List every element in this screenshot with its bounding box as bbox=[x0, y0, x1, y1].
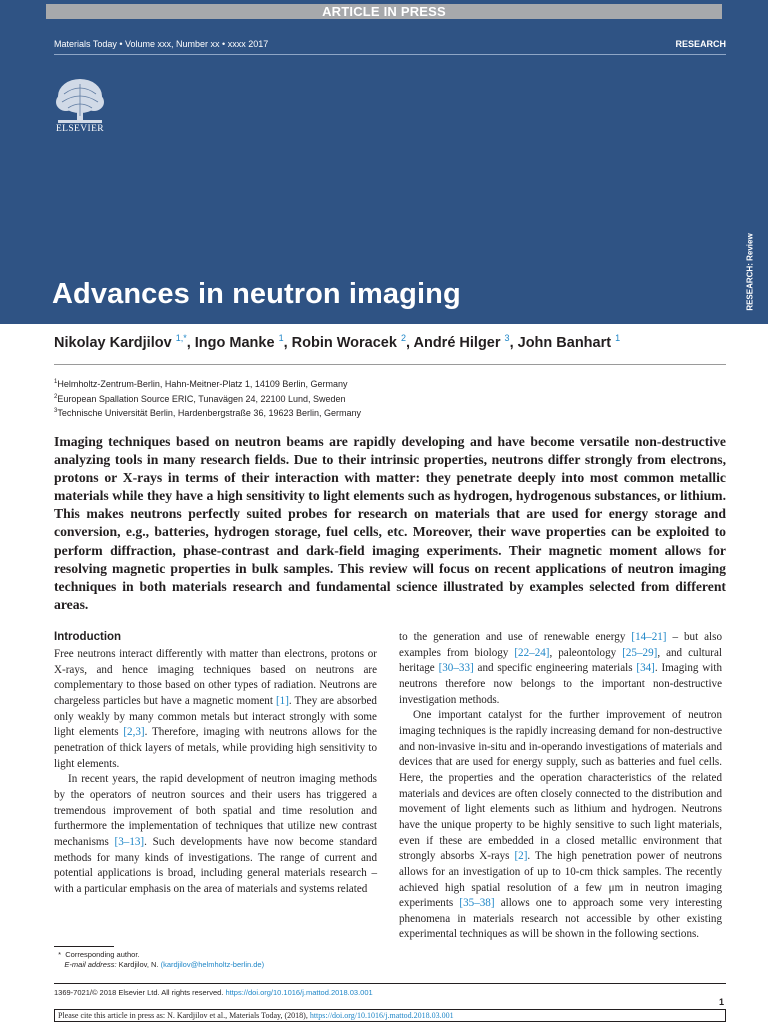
section-tag: RESEARCH bbox=[675, 39, 726, 49]
citation-doi-link[interactable]: https://doi.org/10.1016/j.mattod.2018.03.001 bbox=[309, 1011, 454, 1020]
citation-link[interactable]: [2] bbox=[514, 850, 528, 863]
author-affiliation-link[interactable]: 1 bbox=[278, 333, 284, 343]
footnote: * Corresponding author. E-mail address: Kardjilov, N. (kardjilov@helmholtz-berlin.de) bbox=[54, 950, 265, 969]
article-title: Advances in neutron imaging bbox=[52, 278, 461, 310]
affiliation-item: $^3$Technische Universität Berlin, Hardenbergstraße 36, 19623 Berlin, Germany bbox=[54, 408, 361, 418]
author-list: Nikolay Kardjilov $^{1,*}$, Ingo Manke $^1$, Robin Woracek $^2$, André Hilger $^3$, John Banhart $^1$ bbox=[54, 333, 621, 351]
article-in-press-banner: ARTICLE IN PRESS bbox=[46, 4, 722, 19]
copyright-line: 1369-7021/© 2018 Elsevier Ltd. All rights reserved. https://doi.org/10.1016/j.mattod.2018.03.001 bbox=[54, 988, 373, 997]
author-affiliation-link[interactable]: 3 bbox=[504, 333, 510, 343]
author-name: Nikolay Kardjilov bbox=[54, 334, 172, 351]
citation-link[interactable]: [1] bbox=[275, 694, 289, 707]
affiliation-item: $^2$European Spallation Source ERIC, Tunavägen 24, 22100 Lund, Sweden bbox=[54, 393, 346, 404]
abstract: Imaging techniques based on neutron beams are rapidly developing and have become versatile non-destructive analyzing tools in many research fields. Due to their intrinsic properties, neutrons differ strongly from electrons, protons or X-rays in terms of their interaction with matter: they penetrate deeply into most common metallic materials while they have a high sensitivity to light elements such as hydrogen, hydrogenous substances, or lithium. This makes neutrons perfectly suited probes for research on materials that are used for energy storage and conversion, e.g., batteries, hydrogen storage, fuel cells, etc. Moreover, their wave properties can be exploited to perform diffraction, phase-contrast and dark-field imaging experiments. Their magnetic moment allows for resolving magnetic properties in bulk samples. This review will focus on recent applications of neutron imaging techniques in both materials research and fundamental science illustrated by examples selected from different areas. bbox=[54, 434, 726, 612]
paragraph: Free neutrons interact differently with matter than electrons, protons or X-rays, and hence imaging techniques based on neutrons are complementary to those based on other types of radiation. Neutrons are chargeless particles but have a magnetic moment [1]. They are absorbed only weakly by many common metals but interact strongly with some light elements [2,3]. Therefore, imaging with neutrons allows for the penetration of thick layers of metals, while providing high sensitivity to light elements. bbox=[54, 648, 377, 770]
authors-rule bbox=[54, 364, 726, 365]
section-heading: Introduction bbox=[54, 631, 122, 643]
footnote-rule bbox=[54, 946, 114, 947]
paragraph: One important catalyst for the further improvement of neutron imaging techniques is the rapidly increasing demand for non-destructive and non-invasive in-situ and in-operando investigations of materials and devices that are used for energy supply, such as batteries and fuel cells. Here, the properties and the operation characteristics of the related materials and devices are often closely connected to the distribution and movement of light elements such as lithium and hydrogen. Neutrons have the unique property to be highly sensitive to such light materials, even if these are embedded in a closed metallic environment that strongly absorbs X-rays [2]. The high penetration power of neutrons allows for an investigation of up to 10-cm thick samples. The recently achieved high spatial resolution of a few μm in neutron imaging experiments [35–38] allows one to approach some very interesting phenomena in materials research not accessible by other existing experimental techniques as will be shown in the following sections. bbox=[399, 709, 722, 941]
author-name: Ingo Manke bbox=[194, 334, 275, 351]
page-number: 1 bbox=[718, 997, 724, 1007]
body-column-right bbox=[399, 630, 722, 943]
citation-link[interactable]: [25–29] bbox=[622, 646, 658, 659]
section-side-tab-label: RESEARCH: Review bbox=[745, 233, 755, 311]
journal-info: Materials Today • Volume xxx, Number xx • xxxx 2017 bbox=[54, 39, 269, 49]
author-name: André Hilger bbox=[413, 334, 501, 351]
section-side-tab bbox=[732, 220, 768, 324]
affiliation-item: $^1$Helmholtz-Zentrum-Berlin, Hahn-Meitner-Platz 1, 14109 Berlin, Germany bbox=[54, 379, 348, 389]
email-link[interactable]: (kardjilov@helmholtz-berlin.de) bbox=[160, 960, 265, 969]
body-column-left bbox=[54, 630, 377, 898]
publisher-name: ELSEVIER bbox=[55, 124, 105, 134]
paragraph: In recent years, the rapid development of neutron imaging methods by the operators of neutron sources and their users has triggered a tremendous improvement of both spatial and time resolution and furthermore the implementation of techniques that utilize new contrast mechanisms [3–13]. Such developments have now become standard methods for many kinds of investigations. The range of current and potential applications is broad, including general materials research – with a particular emphasis on the area of materials and systems related bbox=[54, 773, 377, 895]
author-name: John Banhart bbox=[517, 334, 612, 351]
author-affiliation-link[interactable]: 1,* bbox=[175, 333, 187, 343]
author-name: Robin Woracek bbox=[291, 334, 397, 351]
affiliation-list bbox=[54, 376, 361, 420]
citation-link[interactable]: [34] bbox=[636, 662, 655, 675]
citation-link[interactable]: [3–13] bbox=[114, 835, 145, 848]
header-rule bbox=[54, 54, 726, 55]
citation-bar: Please cite this article in press as: N. Kardjilov et al., Materials Today, (2018), https://doi.org/10.1016/j.mattod.2018.03.001 bbox=[54, 1009, 726, 1022]
citation-link[interactable]: [30–33] bbox=[438, 662, 474, 675]
author-affiliation-link[interactable]: 2 bbox=[400, 333, 406, 343]
paragraph: to the generation and use of renewable energy [14–21] – but also examples from biology [22–24], paleontology [25–29], and cultural heritage [30–33] and specific engineering materials [34]. Imaging with neutrons therefore now belongs to the important non-destructive investigation methods. bbox=[399, 631, 723, 706]
citation-link[interactable]: [35–38] bbox=[459, 897, 495, 910]
author-affiliation-link[interactable]: 1 bbox=[615, 333, 621, 343]
citation-link[interactable]: [2,3] bbox=[123, 726, 145, 739]
doi-link[interactable]: https://doi.org/10.1016/j.mattod.2018.03.001 bbox=[225, 988, 373, 997]
footer-rule bbox=[54, 983, 726, 984]
citation-link[interactable]: [14–21] bbox=[631, 631, 667, 643]
citation-link[interactable]: [22–24] bbox=[514, 646, 550, 659]
